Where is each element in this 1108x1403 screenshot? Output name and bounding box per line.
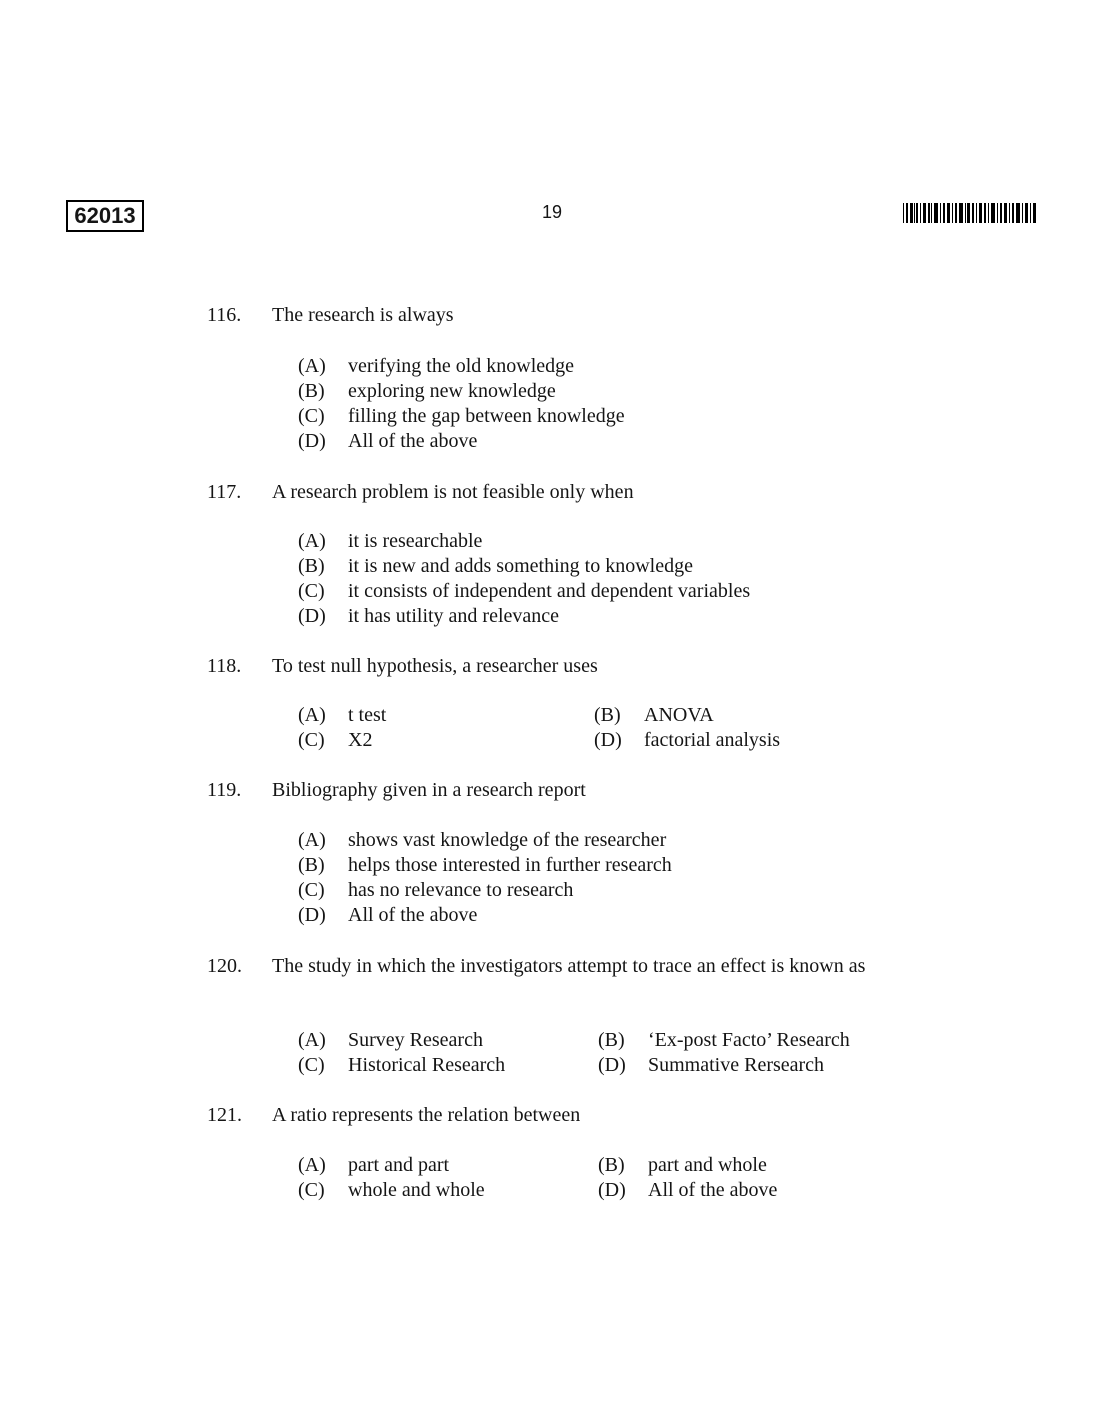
option-label: (B) xyxy=(594,704,621,726)
option-c xyxy=(298,728,372,753)
option-b xyxy=(594,703,714,728)
option-label: (A) xyxy=(298,829,326,851)
option-text: exploring new knowledge xyxy=(348,380,556,402)
option-label: (A) xyxy=(298,1154,326,1176)
option-text: it has utility and relevance xyxy=(348,605,560,627)
option-label: (D) xyxy=(298,904,326,926)
option-c xyxy=(298,1178,485,1203)
option-b xyxy=(598,1153,767,1178)
option-label: (B) xyxy=(598,1029,625,1051)
option-text: part and part xyxy=(348,1154,450,1176)
option-a xyxy=(298,529,482,554)
option-a xyxy=(298,354,574,379)
option-a xyxy=(298,828,666,853)
question-number: 121. xyxy=(207,1104,242,1126)
option-b xyxy=(298,554,693,579)
option-text: it is researchable xyxy=(348,530,483,552)
question-text: Bibliography given in a research report xyxy=(272,779,586,801)
option-text: t test xyxy=(348,704,387,726)
option-c xyxy=(298,1053,505,1078)
question-number: 120. xyxy=(207,955,242,977)
option-text: whole and whole xyxy=(348,1179,485,1201)
option-text: All of the above xyxy=(648,1179,778,1201)
option-label: (B) xyxy=(298,380,325,402)
option-label: (C) xyxy=(298,405,325,427)
option-d xyxy=(298,604,559,629)
option-text: helps those interested in further research xyxy=(348,854,672,876)
option-text: Summative Rersearch xyxy=(648,1054,825,1076)
option-label: (A) xyxy=(298,530,326,552)
option-a xyxy=(298,1028,483,1053)
option-c xyxy=(298,878,573,903)
option-d xyxy=(598,1053,824,1078)
question-number: 119. xyxy=(207,779,242,801)
question-text: To test null hypothesis, a researcher uses xyxy=(272,655,598,677)
option-label: (C) xyxy=(298,580,325,602)
question-number: 118. xyxy=(207,655,242,677)
option-label: (D) xyxy=(298,430,326,452)
option-d xyxy=(298,903,477,928)
option-text: Survey Research xyxy=(348,1029,483,1051)
option-text: X2 xyxy=(348,729,373,751)
option-label: (A) xyxy=(298,355,326,377)
option-a xyxy=(298,703,386,728)
option-label: (C) xyxy=(298,729,325,751)
option-label: (D) xyxy=(298,605,326,627)
question-number: 116. xyxy=(207,304,242,326)
option-label: (B) xyxy=(598,1154,625,1176)
option-text: it is new and adds something to knowledge xyxy=(348,555,693,577)
option-d xyxy=(598,1178,777,1203)
option-b xyxy=(298,379,556,404)
option-text: part and whole xyxy=(648,1154,767,1176)
option-d xyxy=(594,728,780,753)
option-text: it consists of independent and dependent variables xyxy=(348,580,751,602)
option-b xyxy=(298,853,672,878)
option-label: (C) xyxy=(298,879,325,901)
option-label: (A) xyxy=(298,1029,326,1051)
option-c xyxy=(298,579,750,604)
question-text: The study in which the investigators attempt to trace an effect is known as xyxy=(272,955,866,977)
option-text: filling the gap between knowledge xyxy=(348,405,625,427)
option-label: (D) xyxy=(598,1054,626,1076)
barcode-icon xyxy=(903,203,1036,223)
question-number: 117. xyxy=(207,481,242,503)
option-text: All of the above xyxy=(348,904,478,926)
option-text: ANOVA xyxy=(644,704,714,726)
option-label: (C) xyxy=(298,1054,325,1076)
option-label: (B) xyxy=(298,854,325,876)
option-text: factorial analysis xyxy=(644,729,781,751)
option-text: shows vast knowledge of the researcher xyxy=(348,829,667,851)
option-label: (A) xyxy=(298,704,326,726)
question-text: The research is always xyxy=(272,304,454,326)
paper-code-box: 62013 xyxy=(66,200,144,232)
question-text: A research problem is not feasible only when xyxy=(272,481,634,503)
option-c xyxy=(298,404,625,429)
option-text: verifying the old knowledge xyxy=(348,355,575,377)
option-text: has no relevance to research xyxy=(348,879,574,901)
option-label: (B) xyxy=(298,555,325,577)
option-text: ‘Ex-post Facto’ Research xyxy=(648,1029,850,1051)
option-label: (C) xyxy=(298,1179,325,1201)
option-a xyxy=(298,1153,449,1178)
option-text: All of the above xyxy=(348,430,478,452)
question-text: A ratio represents the relation between xyxy=(272,1104,581,1126)
option-label: (D) xyxy=(598,1179,626,1201)
option-label: (D) xyxy=(594,729,622,751)
option-b xyxy=(598,1028,850,1053)
option-d xyxy=(298,429,477,454)
page-number: 19 xyxy=(541,202,563,222)
option-text: Historical Research xyxy=(348,1054,506,1076)
